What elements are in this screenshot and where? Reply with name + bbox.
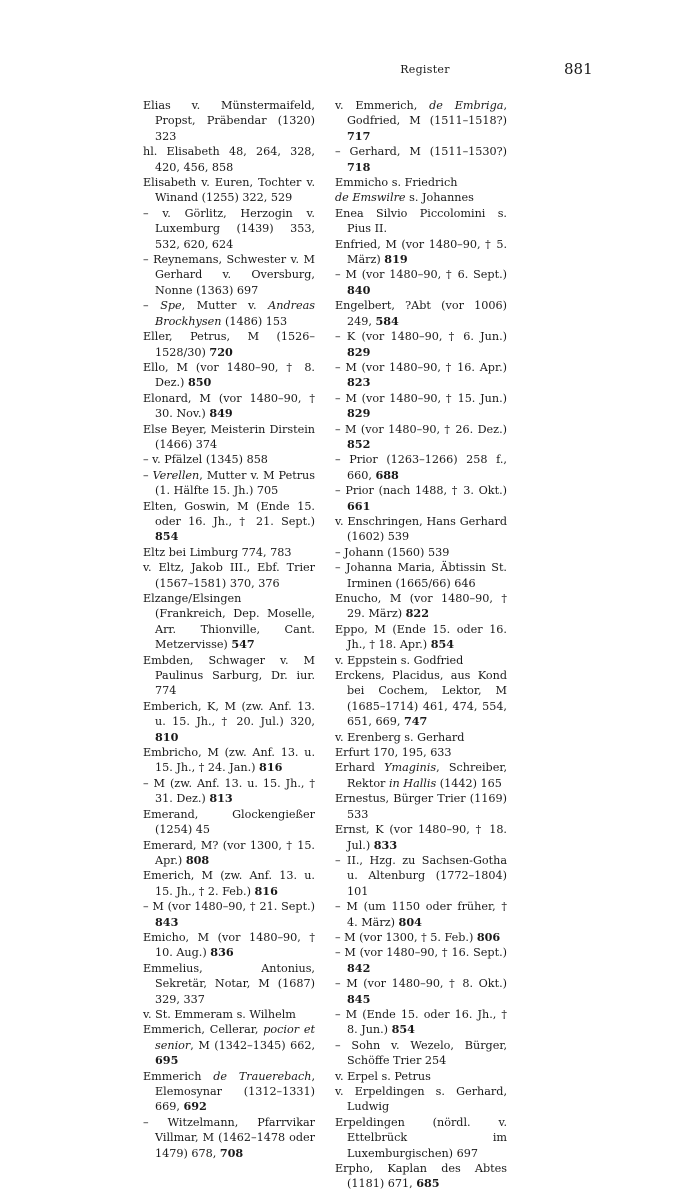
entry-text: Embden, Schwager v. M Paulinus Sarburg, Dr. iur. 774 [143, 653, 315, 698]
entry-main-reference: 708 [219, 1145, 244, 1160]
entry-text: – M (vor 1480–90, † 8. Okt.) [335, 977, 507, 991]
entry-text: Ello, M (vor 1480–90, † 8. Dez.) [143, 360, 315, 390]
entry-text: Eppo, M (Ende 15. oder 16. Jh., † 18. Apr.) [335, 622, 507, 652]
entry-text: v. Erenberg s. Gerhard [335, 730, 465, 744]
index-entry [335, 298, 507, 329]
index-entry [143, 391, 315, 422]
entry-text: Emmelius, Antonius, Sekretär, Notar, M (1687) 329, 337 [143, 961, 315, 1006]
index-entry [143, 1022, 315, 1068]
entry-text: Emmerich [143, 1069, 214, 1083]
entry-main-reference: 852 [347, 436, 371, 451]
entry-text: Elzange/Elsingen (Frankreich, Dep. Moselle, Arr. Thionville, Cant. Metzervisse) [143, 592, 315, 652]
index-entry [143, 899, 315, 930]
entry-text: – Prior (nach 1488, † 3. Okt.) [335, 484, 507, 498]
entry-main-reference: 836 [210, 945, 234, 960]
index-entry [335, 760, 507, 791]
index-entry [335, 945, 507, 976]
entry-text: Emberich, K, M (zw. Anf. 13. u. 15. Jh., † 20. Jul.) 320, [143, 699, 315, 729]
index-entry [335, 653, 507, 668]
entry-text: Emerand, Glockengießer (1254) 45 [143, 807, 315, 837]
entry-main-reference: 822 [405, 606, 429, 621]
index-entry [143, 745, 315, 776]
entry-text: Emerard, M? (vor 1300, † 15. Apr.) [143, 838, 315, 867]
entry-italic-text: Andreas Brockhysen [155, 299, 315, 328]
index-entry [143, 930, 315, 961]
index-column-right [335, 98, 507, 1192]
entry-text: (1486) 153 [221, 314, 288, 328]
index-entry [143, 252, 315, 298]
index-entry [335, 452, 507, 483]
entry-main-reference: 688 [375, 467, 399, 482]
index-entry [143, 868, 315, 899]
entry-text: – II., Hzg. zu Sachsen-Gotha u. Altenburg (1772–1804) 101 [335, 853, 507, 898]
index-entry [335, 360, 507, 391]
entry-main-reference: 720 [209, 344, 233, 359]
index-entry [143, 961, 315, 1007]
running-header: Register [400, 63, 450, 76]
index-entry [143, 329, 315, 360]
entry-text: – M (vor 1480–90, † 6. Sept.) [335, 268, 507, 282]
entry-main-reference: 845 [347, 991, 371, 1006]
entry-main-reference: 547 [231, 637, 255, 652]
index-entry [335, 267, 507, 298]
entry-text: – v. Pfälzel (1345) 858 [143, 453, 268, 467]
entry-main-reference: 692 [183, 1099, 207, 1114]
entry-text: v. Eltz, Jakob III., Ebf. Trier (1567–1581) 370, 376 [143, 561, 315, 590]
entry-main-reference: 854 [391, 1022, 415, 1037]
entry-text: , Mutter v. [181, 299, 269, 313]
entry-text: Engelbert, ?Abt (vor 1006) 249, [335, 299, 507, 328]
index-entry [143, 175, 315, 206]
index-entry [335, 976, 507, 1007]
index-entry [335, 730, 507, 745]
entry-text: Ernst, K (vor 1480–90, † 18. Jul.) [335, 823, 507, 852]
entry-main-reference: 816 [259, 760, 283, 775]
entry-italic-text: Spe [160, 299, 182, 313]
entry-text: s. Johannes [405, 191, 474, 205]
index-entry [143, 298, 315, 329]
entry-text: Emmicho s. Friedrich [335, 176, 458, 190]
entry-text: Erckens, Placidus, aus Kond bei Cochem, Lektor, M (1685–1714) 461, 474, 554, 651, 669, [335, 669, 507, 729]
index-entry [335, 853, 507, 899]
entry-text: – M (vor 1480–90, † 16. Apr.) [335, 360, 507, 374]
index-entry [143, 1007, 315, 1022]
entry-italic-text: de Embriga [429, 99, 504, 112]
entry-main-reference: 810 [155, 729, 179, 744]
entry-text: – M (zw. Anf. 13. u. 15. Jh., † 31. Dez.) [143, 776, 315, 806]
entry-main-reference: 808 [185, 852, 210, 867]
index-entry [335, 1115, 507, 1161]
entry-text: Emmerich, Cellerar, [143, 1023, 264, 1037]
index-entry [335, 514, 507, 545]
entry-main-reference: 829 [347, 344, 371, 359]
entry-main-reference: 843 [155, 914, 179, 929]
entry-text: , Schreiber, Rektor [347, 761, 507, 790]
index-entry [335, 930, 507, 945]
index-entry [335, 1038, 507, 1069]
entry-text: – M (vor 1300, † 5. Feb.) [335, 930, 477, 944]
entry-text: – [143, 299, 161, 313]
index-entry [143, 144, 315, 175]
entry-main-reference: 842 [347, 960, 371, 975]
entry-main-reference: 854 [430, 637, 455, 652]
index-entry [335, 668, 507, 730]
entry-italic-text: in Hallis [388, 776, 437, 790]
entry-text: v. Erpel s. Petrus [335, 1069, 431, 1083]
entry-text: v. Enschringen, Hans Gerhard (1602) 539 [335, 514, 507, 544]
index-entry [335, 622, 507, 653]
index-entry [335, 190, 507, 205]
entry-text: Emerich, M (zw. Anf. 13. u. 15. Jh., † 2. Feb.) [143, 869, 315, 898]
index-entry [143, 468, 315, 499]
index-entry [335, 175, 507, 190]
entry-main-reference: 718 [347, 159, 371, 174]
index-entry [143, 807, 315, 838]
index-entry [143, 422, 315, 453]
index-entry [335, 545, 507, 560]
entry-main-reference: 695 [155, 1053, 179, 1068]
index-entry [335, 1084, 507, 1115]
entry-text: Enfried, M (vor 1480–90, † 5. März) [335, 237, 507, 267]
entry-text: , Elemosynar (1312–1331) 669, [155, 1069, 315, 1114]
index-entry [143, 206, 315, 252]
index-entry [335, 98, 507, 144]
index-entry [143, 838, 315, 869]
entry-text: , Godfried, M (1511–1518?) [347, 99, 507, 128]
index-entry [143, 699, 315, 745]
entry-text: – Witzelmann, Pfarrvikar Villmar, M (1462–1478 oder 1479) 678, [143, 1115, 315, 1160]
index-entry [335, 560, 507, 591]
index-entry [143, 776, 315, 807]
entry-italic-text: de Emswilre [335, 191, 406, 205]
entry-main-reference: 850 [187, 375, 212, 390]
entry-text: , M (1342–1345) 662, [190, 1038, 315, 1052]
entry-text: – M (vor 1480–90, † 26. Dez.) [335, 422, 507, 436]
entry-main-reference: 829 [347, 406, 371, 421]
entry-text: – M (vor 1480–90, † 16. Sept.) [335, 946, 507, 960]
index-entry [143, 499, 315, 545]
entry-text: – M (Ende 15. oder 16. Jh., † 8. Jun.) [335, 1007, 507, 1037]
entry-main-reference: 849 [209, 406, 233, 421]
entry-text: hl. Elisabeth 48, 264, 328, 420, 456, 858 [143, 145, 315, 174]
page-number: 881 [564, 60, 593, 78]
index-entry [335, 329, 507, 360]
entry-text: – Johann (1560) 539 [335, 545, 450, 559]
entry-text: – M (um 1150 oder früher, † 4. März) [335, 900, 507, 929]
entry-text: Eller, Petrus, M (1526–1528/30) [143, 330, 315, 359]
entry-text: v. Erpeldingen s. Gerhard, Ludwig [335, 1085, 507, 1114]
index-entry [335, 483, 507, 514]
index-entry [143, 591, 315, 653]
entry-text: – Johanna Maria, Äbtissin St. Irminen (1665/66) 646 [335, 561, 507, 590]
entry-text: Erpho, Kaplan des Abtes (1181) 671, [335, 1162, 507, 1191]
entry-main-reference: 806 [476, 929, 501, 944]
index-entry [335, 899, 507, 930]
entry-text: v. Emmerich, [335, 99, 430, 112]
index-entry [335, 745, 507, 760]
entry-text: Enucho, M (vor 1480–90, † 29. März) [335, 592, 507, 621]
entry-text: Eltz bei Limburg 774, 783 [143, 545, 292, 559]
entry-italic-text: Ymaginis [384, 761, 437, 775]
index-entry [335, 206, 507, 237]
entry-text: , Mutter v. M Petrus (1. Hälfte 15. Jh.) 705 [155, 468, 315, 498]
index-entry [143, 1115, 315, 1161]
entry-text: Embricho, M (zw. Anf. 13. u. 15. Jh., † 24. Jan.) [143, 746, 315, 775]
index-entry [335, 591, 507, 622]
index-entry [143, 560, 315, 591]
index-entry [143, 653, 315, 699]
entry-text: Elias v. Münstermaifeld, Propst, Präbendar (1320) 323 [143, 99, 315, 143]
entry-text: – K (vor 1480–90, † 6. Jun.) [335, 330, 507, 344]
index-entry [335, 144, 507, 175]
index-column-left [143, 98, 315, 1161]
entry-text: v. Eppstein s. Godfried [335, 653, 464, 667]
entry-main-reference: 717 [347, 128, 371, 143]
entry-text: – Sohn v. Wezelo, Bürger, Schöffe Trier 254 [335, 1038, 507, 1068]
entry-italic-text: pocior et senior [155, 1023, 316, 1052]
index-entry [143, 545, 315, 560]
index-entry [335, 1161, 507, 1192]
entry-text: (1442) 165 [436, 776, 502, 790]
entry-text: Erhard [335, 761, 385, 775]
entry-text: Erpeldingen (nördl. v. Ettelbrück im Luxemburgischen) 697 [335, 1115, 507, 1160]
entry-text: Elten, Goswin, M (Ende 15. oder 16. Jh., † 21. Sept.) [143, 499, 315, 528]
entry-main-reference: 813 [209, 791, 233, 806]
entry-main-reference: 816 [254, 883, 278, 898]
entry-main-reference: 747 [403, 714, 428, 729]
entry-main-reference: 840 [347, 282, 371, 297]
entry-main-reference: 854 [155, 529, 179, 544]
entry-text: – [143, 468, 153, 482]
entry-text: v. St. Emmeram s. Wilhelm [143, 1007, 296, 1021]
index-entry [335, 1007, 507, 1038]
entry-text: – Gerhard, M (1511–1530?) [335, 145, 507, 159]
entry-text: Elisabeth v. Euren, Tochter v. Winand (1255) 322, 529 [143, 176, 315, 205]
index-entry [335, 237, 507, 268]
index-entry [143, 1069, 315, 1115]
entry-main-reference: 685 [416, 1176, 440, 1191]
entry-main-reference: 584 [375, 313, 399, 328]
index-entry [143, 452, 315, 467]
entry-italic-text: de Trauerebach [213, 1069, 312, 1083]
entry-text: Ernestus, Bürger Trier (1169) 533 [335, 792, 507, 821]
index-entry [335, 822, 507, 853]
entry-main-reference: 833 [373, 837, 398, 852]
entry-text: – Prior (1263–1266) 258 f., 660, [335, 453, 507, 482]
entry-main-reference: 823 [347, 375, 371, 390]
index-entry [335, 391, 507, 422]
entry-text: Enea Silvio Piccolomini s. Pius II. [335, 206, 507, 236]
entry-text: Elonard, M (vor 1480–90, † 30. Nov.) [143, 391, 315, 421]
entry-text: – M (vor 1480–90, † 15. Jun.) [335, 391, 507, 405]
entry-text: – v. Görlitz, Herzogin v. Luxemburg (1439) 353, 532, 620, 624 [143, 206, 315, 251]
entry-text: Else Beyer, Meisterin Dirstein (1466) 374 [143, 422, 315, 451]
entry-text: – Reynemans, Schwester v. M Gerhard v. Oversburg, Nonne (1363) 697 [143, 253, 315, 297]
entry-text: – M (vor 1480–90, † 21. Sept.) [143, 900, 315, 914]
index-entry [335, 791, 507, 822]
entry-italic-text: Verellen [152, 468, 200, 482]
index-entry [335, 1069, 507, 1084]
index-entry [143, 360, 315, 391]
entry-text: Emicho, M (vor 1480–90, † 10. Aug.) [143, 930, 315, 960]
entry-main-reference: 804 [398, 914, 422, 929]
index-entry [143, 98, 315, 144]
entry-main-reference: 819 [384, 252, 408, 267]
entry-main-reference: 661 [347, 498, 371, 513]
entry-text: Erfurt 170, 195, 633 [335, 746, 452, 760]
index-entry [335, 422, 507, 453]
